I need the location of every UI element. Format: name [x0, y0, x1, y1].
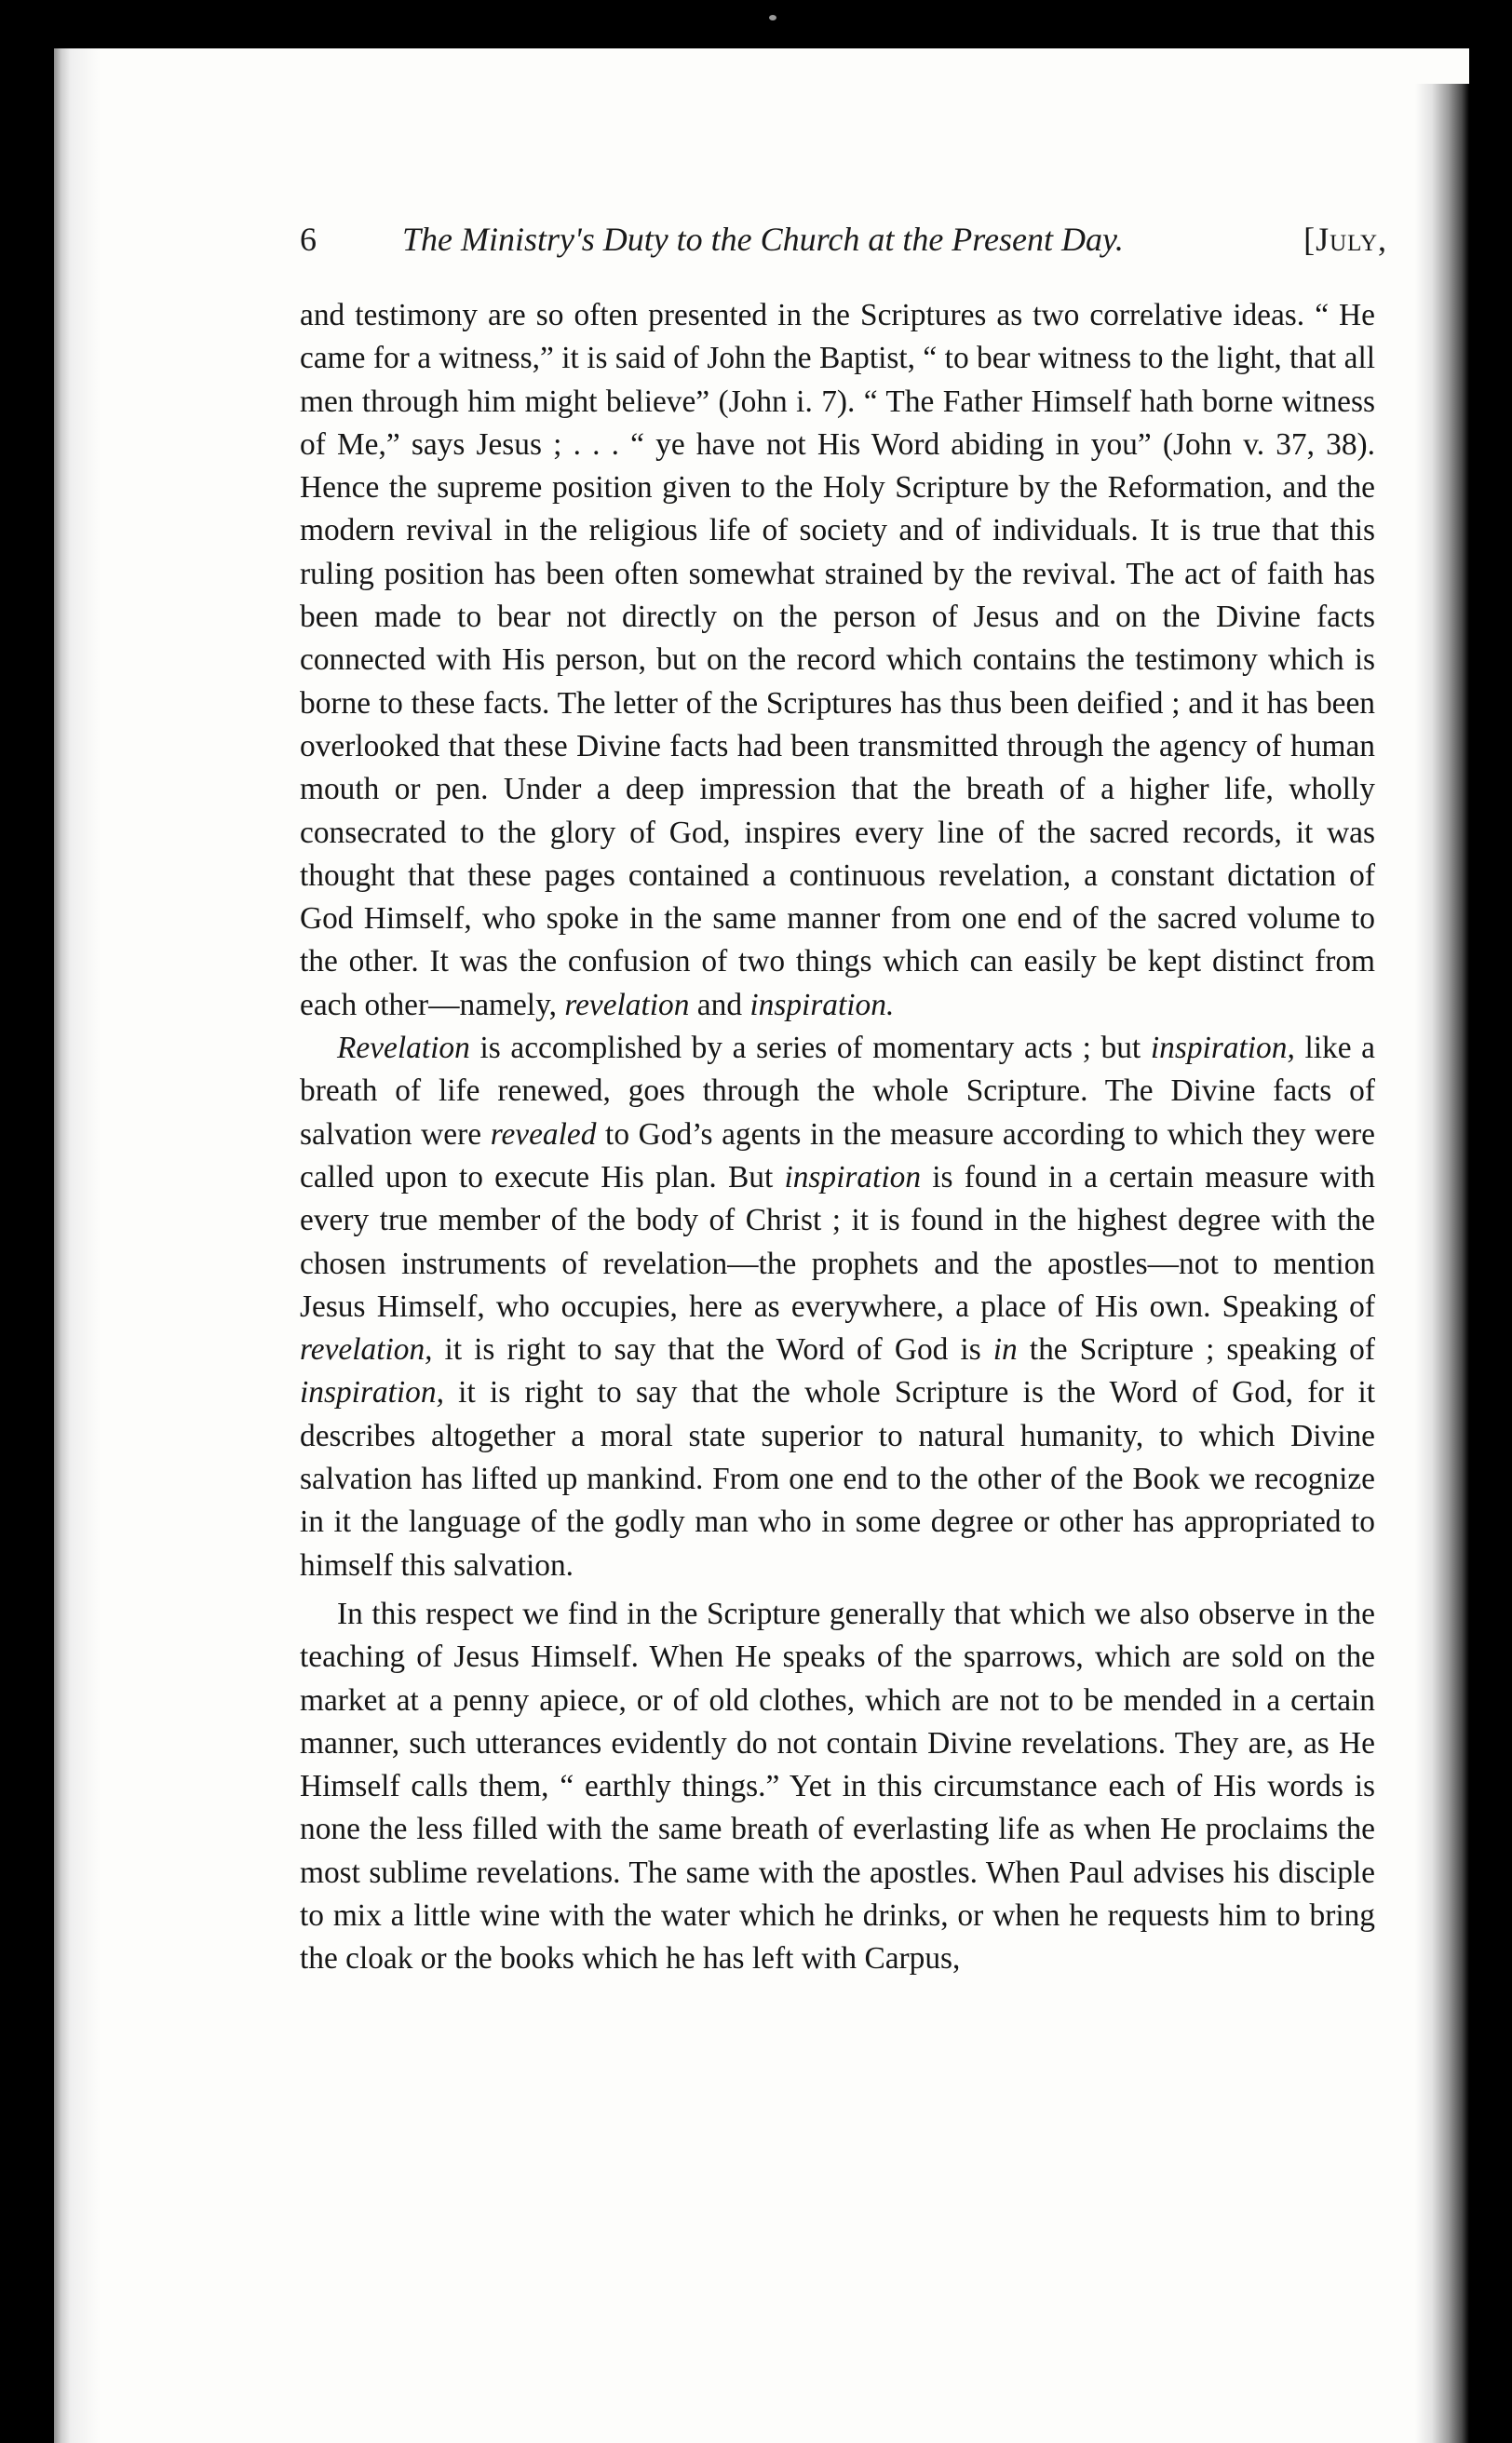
- paragraph-2-text-3: to God’s agents in the measure according to which they were called upon to execute His plan. But: [300, 1116, 1375, 1195]
- paragraph-2-text-4: is found in a certain measure with every true member of the body of Christ ; it is found in the highest degree with the chosen instruments of revelation—the prophets and the apostles—not to mention Jesus Himself, who occupies, here as everywhere, a place of His own. Speaking of: [300, 1159, 1375, 1324]
- paragraph-2-emphasis-6: in: [992, 1332, 1018, 1368]
- paragraph-2-text-5: it is right to say that the Word of God is: [432, 1332, 993, 1368]
- paragraph-2-text-2: like a breath of life renewed, goes through the whole Scripture. The Divine facts of salvation were: [300, 1031, 1376, 1152]
- scan-speck: [769, 15, 776, 20]
- body-text: [300, 294, 1375, 1981]
- paragraph-1-emphasis-revelation: revelation: [564, 987, 690, 1022]
- paragraph-2-emphasis-2: inspiration,: [1150, 1031, 1295, 1066]
- running-header: [300, 220, 1387, 266]
- paragraph-2-text-7: it is right to say that the whole Scripture is the Word of God, for it describes altogether a moral state superior to natural humanity, to which Divine salvation has lifted up mankind. From one end to the other of the Book we recognize in it the language of the godly man who in some degree or other has appropriated to himself this salvation.: [300, 1375, 1375, 1583]
- paragraph-2-emphasis-4: inspiration: [784, 1159, 922, 1195]
- page-number: 6: [300, 221, 317, 258]
- paragraph-1-text: and testimony are so often presented in the Scriptures as two correlative ideas. “ He came for a witness,” it is said of John the Baptist, “ to bear witness to the light, that all men through him might believe” (John i. 7). “ The Father Himself hath borne witness of Me,” says Jesus ; . . . “ ye have not His Word abiding in you” (John v. 37, 38). Hence the supreme position given to the Holy Scripture by the Reformation, and the modern revival in the religious life of society and of individuals. It is true that this ruling position has been often somewhat strained by the revival. The act of faith has been made to bear not directly on the person of Jesus and on the Divine facts connected with His person, but on the record which contains the testimony which is borne to these facts. The letter of the Scriptures has thus been deified ; and it has been overlooked that these Divine facts had been transmitted through the agency of human mouth or pen. Under a deep impression that the breath of a higher life, wholly consecrated to the glory of God, inspires every line of the sacred records, it was thought that these pages contained a continuous revelation, a constant dictation of God Himself, who spoke in the same manner from one end of the sacred volume to the other. It was the confusion of two things which can easily be kept distinct from each other—namely,: [300, 298, 1375, 1022]
- paragraph-2-emphasis-5: revelation,: [300, 1332, 433, 1368]
- paragraph-2-text-6: the Scripture ; speaking of: [1017, 1332, 1375, 1368]
- running-title: The Ministry's Duty to the Church at the Present Day.: [402, 221, 1124, 258]
- page-edge-shadow: [1415, 84, 1469, 2443]
- paragraph-2: [300, 1027, 1375, 1587]
- paragraph-2-emphasis-1: Revelation: [337, 1031, 470, 1066]
- page-gutter-shadow: [54, 48, 101, 2443]
- header-date: [July,: [1303, 221, 1387, 258]
- paragraph-2-emphasis-3: revealed: [490, 1116, 597, 1152]
- paragraph-3: In this respect we find in the Scripture generally that which we also observe in the teaching of Jesus Himself. When He speaks of the sparrows, which are sold on the market at a penny apiece, or of old clothes, which are not to be mended in a certain manner, such utterances evidently do not contain Divine revelations. They are, as He Himself calls them, “ earthly things.” Yet in this circumstance each of His words is none the less filled with the same breath of everlasting life as when He proclaims the most sublime revelations. The same with the apostles. When Paul advises his disciple to mix a little wine with the water which he drinks, or when he requests him to bring the cloak or the books which he has left with Carpus,: [300, 1596, 1375, 1977]
- paragraph-1-emphasis-inspiration: inspiration.: [749, 987, 895, 1022]
- paragraph-1-conjunction: and: [689, 987, 750, 1022]
- paragraph-1: [300, 294, 1375, 1027]
- paragraph-2-text-1: is accomplished by a series of momentary acts ; but: [469, 1031, 1151, 1066]
- paragraph-2-emphasis-7: inspiration,: [300, 1375, 444, 1410]
